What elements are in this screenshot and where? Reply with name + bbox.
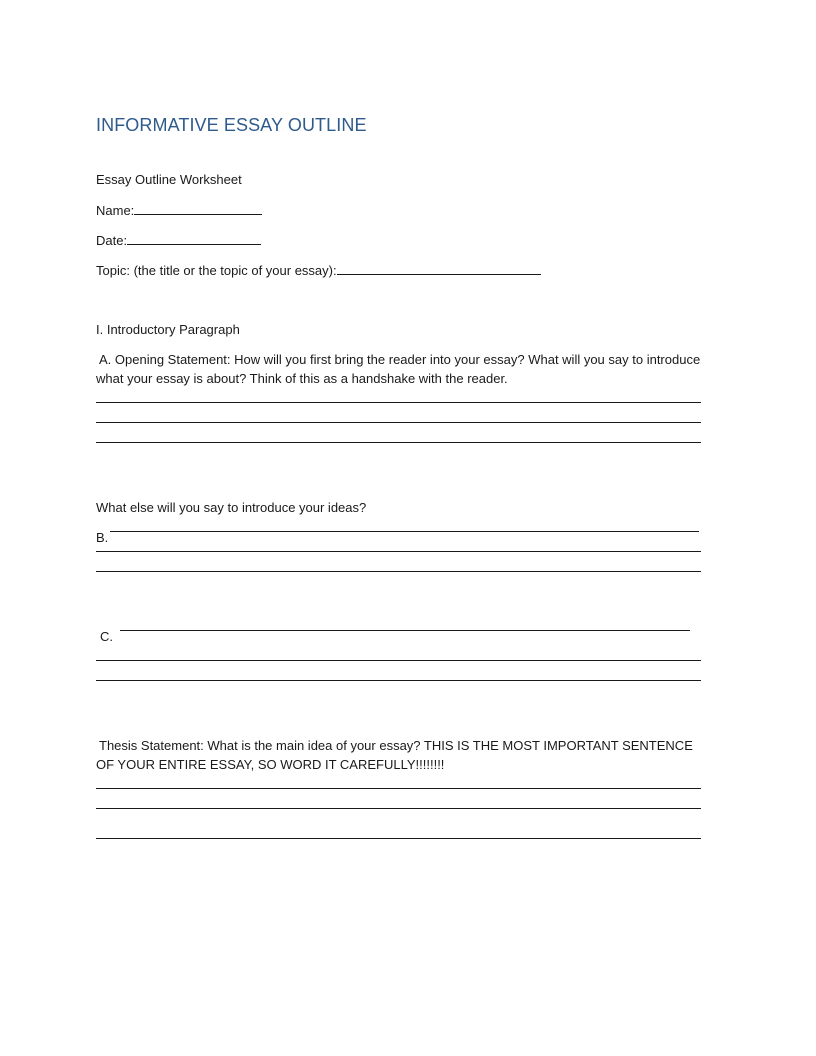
date-label: Date: xyxy=(96,233,128,248)
answer-line[interactable] xyxy=(96,402,701,403)
answer-line[interactable] xyxy=(96,422,701,423)
section-heading-intro: I. Introductory Paragraph xyxy=(96,322,240,337)
what-else-prompt: What else will you say to introduce your ideas? xyxy=(96,500,367,515)
topic-label: Topic: (the title or the topic of your essay): xyxy=(96,263,337,278)
answer-line[interactable] xyxy=(96,551,701,552)
answer-line[interactable] xyxy=(96,571,701,572)
name-label: Name: xyxy=(96,203,135,218)
answer-line[interactable] xyxy=(96,680,701,681)
b-label: B. xyxy=(96,530,109,545)
answer-line-b[interactable] xyxy=(110,531,699,532)
topic-row xyxy=(96,260,541,280)
thesis-statement-prompt: Thesis Statement: What is the main idea of your essay? THIS IS THE MOST IMPORTANT SENTENCE OF YOUR ENTIRE ESSAY, SO WORD IT CAREFULLY!!!!!!!! xyxy=(96,738,693,772)
opening-statement-prompt: A. Opening Statement: How will you first bring the reader into your essay? What will you say to introduce what your essay is about? Think of this as a handshake with the reader. xyxy=(96,352,701,386)
name-field[interactable] xyxy=(134,200,262,215)
answer-line[interactable] xyxy=(96,660,701,661)
date-row xyxy=(96,230,261,250)
answer-line[interactable] xyxy=(96,788,701,789)
worksheet-subtitle: Essay Outline Worksheet xyxy=(96,172,242,187)
date-field[interactable] xyxy=(127,230,261,245)
answer-line[interactable] xyxy=(96,808,701,809)
c-label: C. xyxy=(100,629,113,644)
document-title: INFORMATIVE ESSAY OUTLINE xyxy=(96,115,367,135)
answer-line[interactable] xyxy=(96,442,701,443)
answer-line-c[interactable] xyxy=(120,630,690,631)
name-row xyxy=(96,200,262,220)
answer-line[interactable] xyxy=(96,838,701,839)
topic-field[interactable] xyxy=(337,260,541,275)
